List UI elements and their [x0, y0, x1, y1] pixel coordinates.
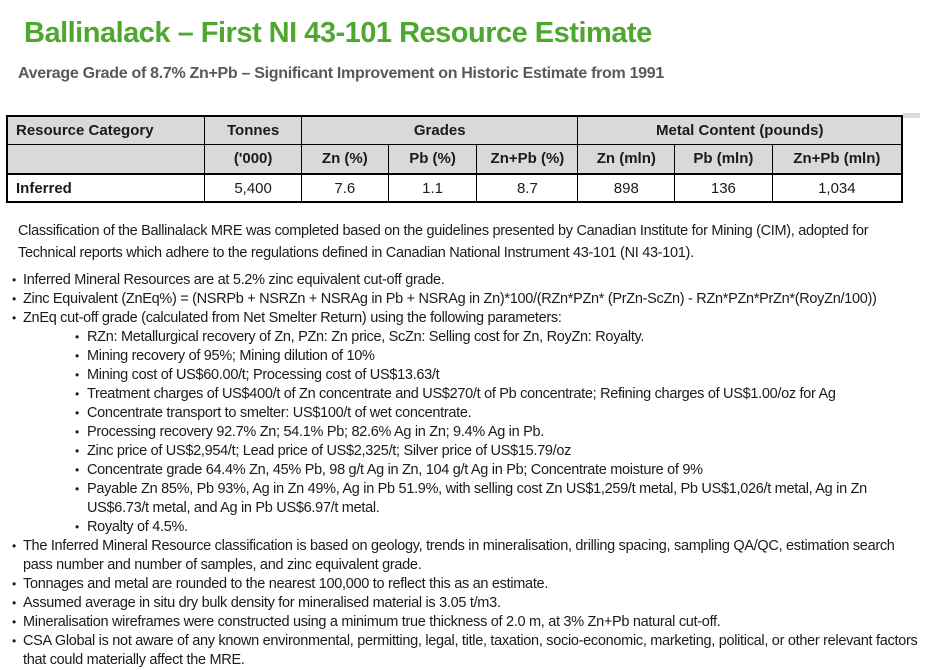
note-text: Concentrate grade 64.4% Zn, 45% Pb, 98 g/t Ag in Zn, 104 g/t Ag in Pb; Concentrate moisture of 9%	[87, 462, 703, 478]
header-pb-pct: Pb (%)	[388, 144, 477, 174]
bullet-marker-icon: •	[12, 292, 16, 306]
note-text: The Inferred Mineral Resource classification is based on geology, trends in mineralisation, drilling spacing, sampling QA/QC, estimation search pass number and number of samples, and zinc equivalent grade.	[23, 538, 895, 573]
bullet-marker-icon: •	[75, 387, 79, 401]
note-bullet	[0, 347, 924, 366]
bullet-marker-icon: •	[75, 330, 79, 344]
note-bullet	[0, 537, 924, 575]
header-znpb-pct: Zn+Pb (%)	[477, 144, 578, 174]
note-text: Mining cost of US$60.00/t; Processing cost of US$13.63/t	[87, 367, 440, 383]
note-bullet	[0, 328, 924, 347]
note-bullet	[0, 309, 924, 328]
notes-section	[0, 220, 929, 670]
resource-table-wrap	[6, 115, 903, 203]
cell-category: Inferred	[7, 174, 205, 202]
note-bullet	[0, 632, 924, 670]
gray-strip	[903, 113, 920, 118]
bullet-marker-icon: •	[12, 273, 16, 287]
bullet-marker-icon: •	[75, 482, 79, 496]
bullet-marker-icon: •	[75, 520, 79, 534]
page-subtitle: Average Grade of 8.7% Zn+Pb – Significant Improvement on Historic Estimate from 1991	[18, 65, 664, 82]
note-text: Zinc Equivalent (ZnEq%) = (NSRPb + NSRZn + NSRAg in Pb + NSRAg in Zn)*100/(RZn*PZn* (PrZn-ScZn) - RZn*PZn*PrZn*(RoyZn/100))	[23, 291, 877, 307]
cell-zn-pct: 7.6	[301, 174, 388, 202]
header-zn-mln: Zn (mln)	[578, 144, 675, 174]
note-text: RZn: Metallurgical recovery of Zn, PZn: Zn price, ScZn: Selling cost for Zn, RoyZn: Royalty.	[87, 329, 645, 345]
note-bullet	[0, 461, 924, 480]
bullet-marker-icon: •	[75, 406, 79, 420]
page-title: Ballinalack – First NI 43-101 Resource Estimate	[24, 17, 652, 49]
note-bullet	[0, 423, 924, 442]
note-text: Zinc price of US$2,954/t; Lead price of US$2,325/t; Silver price of US$15.79/oz	[87, 443, 572, 459]
note-text: Concentrate transport to smelter: US$100/t of wet concentrate.	[87, 405, 472, 421]
bullet-marker-icon: •	[12, 311, 16, 325]
bullet-marker-icon: •	[75, 349, 79, 363]
cell-pb-mln: 136	[675, 174, 773, 202]
note-text: Treatment charges of US$400/t of Zn concentrate and US$270/t of Pb concentrate; Refining charges of US$1.00/oz for Ag	[87, 386, 836, 402]
header-resource-category: Resource Category	[7, 116, 205, 144]
note-text: Processing recovery 92.7% Zn; 54.1% Pb; 82.6% Ag in Zn; 9.4% Ag in Pb.	[87, 424, 544, 440]
header-zn-pct: Zn (%)	[301, 144, 388, 174]
bullet-marker-icon: •	[12, 596, 16, 610]
cell-znpb-mln: 1,034	[772, 174, 902, 202]
bullet-marker-icon: •	[75, 368, 79, 382]
classification-paragraph: Classification of the Ballinalack MRE was completed based on the guidelines presented by Canadian Institute for Mining (CIM), adopted for Technical reports which adhere to the regulations defined in Canadian National Instrument 43-101 (NI 43-101).	[18, 223, 869, 261]
note-text: Mining recovery of 95%; Mining dilution of 10%	[87, 348, 375, 364]
bullet-marker-icon: •	[75, 425, 79, 439]
resource-table	[6, 115, 903, 203]
note-bullet	[0, 613, 924, 632]
header-tonnes-unit: ('000)	[205, 144, 302, 174]
note-text: Payable Zn 85%, Pb 93%, Ag in Zn 49%, Ag in Pb 51.9%, with selling cost Zn US$1,259/t metal, Pb US$1,026/t metal, Ag in Zn US$6.73/t metal, and Ag in Pb US$6.97/t metal.	[87, 481, 867, 516]
note-bullet	[0, 404, 924, 423]
note-bullet	[0, 366, 924, 385]
bullet-marker-icon: •	[12, 634, 16, 648]
header-tonnes: Tonnes	[205, 116, 302, 144]
table-row-inferred	[7, 174, 902, 202]
note-text: CSA Global is not aware of any known environmental, permitting, legal, title, taxation, socio-economic, marketing, political, or other relevant factors that could materially affect the MRE.	[23, 633, 918, 668]
note-bullet	[0, 290, 924, 309]
header-metal-content: Metal Content (pounds)	[578, 116, 902, 144]
note-bullet	[0, 442, 924, 461]
note-bullet	[0, 575, 924, 594]
cell-zn-mln: 898	[578, 174, 675, 202]
bullet-marker-icon: •	[12, 539, 16, 553]
note-text: ZnEq cut-off grade (calculated from Net Smelter Return) using the following parameters:	[23, 310, 562, 326]
note-text: Tonnages and metal are rounded to the nearest 100,000 to reflect this as an estimate.	[23, 576, 549, 592]
note-text: Mineralisation wireframes were constructed using a minimum true thickness of 2.0 m, at 3% Zn+Pb natural cut-off.	[23, 614, 721, 630]
bullet-marker-icon: •	[12, 577, 16, 591]
notes-list	[0, 271, 929, 670]
header-empty-cell	[7, 144, 205, 174]
cell-znpb-pct: 8.7	[477, 174, 578, 202]
header-grades: Grades	[301, 116, 578, 144]
slide	[0, 15, 929, 668]
note-bullet	[0, 518, 924, 537]
header-znpb-mln: Zn+Pb (mln)	[772, 144, 902, 174]
note-bullet	[0, 594, 924, 613]
note-bullet	[0, 480, 924, 518]
bullet-marker-icon: •	[75, 463, 79, 477]
note-bullet	[0, 385, 924, 404]
note-text: Assumed average in situ dry bulk density for mineralised material is 3.05 t/m3.	[23, 595, 501, 611]
bullet-marker-icon: •	[12, 615, 16, 629]
cell-tonnes: 5,400	[205, 174, 302, 202]
note-bullet	[0, 271, 924, 290]
cell-pb-pct: 1.1	[388, 174, 477, 202]
note-text: Inferred Mineral Resources are at 5.2% zinc equivalent cut-off grade.	[23, 272, 445, 288]
bullet-marker-icon: •	[75, 444, 79, 458]
header-pb-mln: Pb (mln)	[675, 144, 773, 174]
note-text: Royalty of 4.5%.	[87, 519, 188, 535]
